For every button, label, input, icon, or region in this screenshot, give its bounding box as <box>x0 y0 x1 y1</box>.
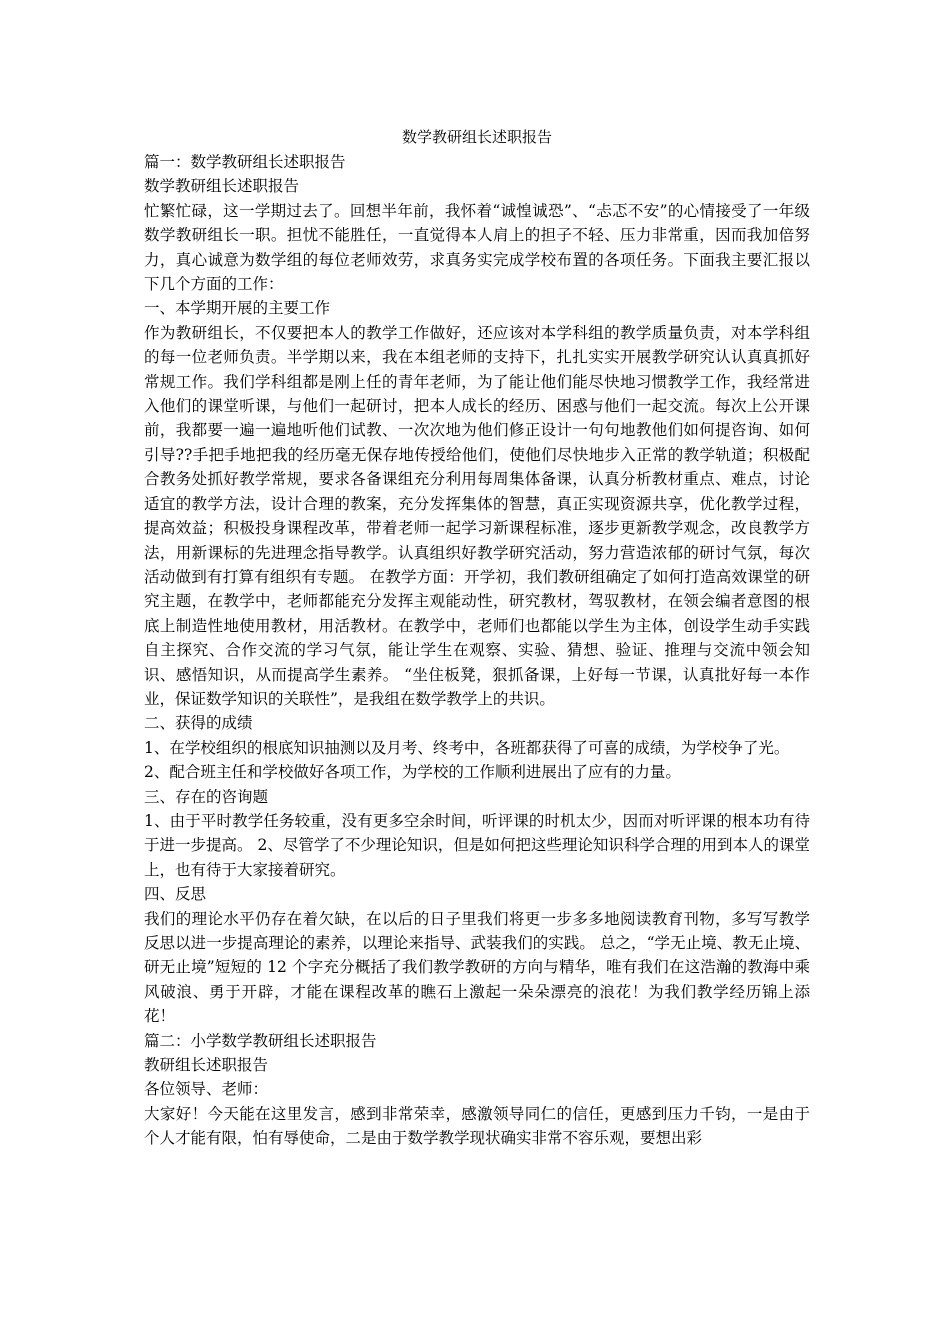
section2-heading: 二、获得的成绩 <box>144 714 253 733</box>
section4-heading: 四、反思 <box>144 885 207 904</box>
part1-subtitle: 数学教研组长述职报告 <box>144 177 300 196</box>
document-title: 数学教研组长述职报告 <box>401 128 552 146</box>
section2-item-2: 2、配合班主任和学校做好各项工作，为学校的工作顺利进展出了应有的力量。 <box>144 763 681 782</box>
section1-paragraph: 作为教研组长，不仅要把本人的教学工作做好，还应该对本学科组的教学质量负责，对本学科组的每一位老师负责。半学期以来，我在本组老师的支持下，扎扎实实开展教学研究认认真真抓好常规工作。我们学科组都是刚上任的青年老师，为了能让他们能尽快地习惯教学工作，我经常进入他们的课堂听课，与他们一起研讨，把本人成长的经历、困惑与他们一起交流。每次上公开课前，我都要一遍一遍地听他们试教、一次次地为他们修正设计一句句地教他们如何提咨询、如何引导??手把手地把我的经历毫无保存地传授给他们，使他们尽快地步入正常的教学轨道；积极配合教务处抓好教学常规，要求各备课组充分利用每周集体备课，认真分析教材重点、难点，讨论适宜的教学方法，设计合理的教案，充分发挥集体的智慧，真正实现资源共享，优化教学过程，提高效益；积极投身课程改革，带着老师一起学习新课程标准，逐步更新教学观念，改良教学方法，用新课标的先进理念指导教学。认真组织好教学研究活动，努力营造浓郁的研讨气氛，每次活动做到有打算有组织有专题。 在教学方面：开学初，我们教研组确定了如何打造高效课堂的研究主题，在教学中，老师都能充分发挥主观能动性，研究教材，驾驭教材，在领会编者意图的根底上制造性地使用教材，用活教材。在教学中，老师们也都能以学生为主体，创设学生动手实践自主探究、合作交流的学习气氛，能让学生在观察、实验、猜想、验证、推理与交流中领会知识、感悟知识，从而提高学生素养。 “坐住板凳，狠抓备课，上好每一节课，认真批好每一本作业，保证数学知识的关联性”，是我组在数学教学上的共识。 <box>144 323 810 708</box>
intro-paragraph: 忙繁忙碌，这一学期过去了。回想半年前，我怀着“诚惶诚恐”、“忐忑不安”的心情接受了一年级数学教研组长一职。担忧不能胜任，一直觉得本人肩上的担子不轻、压力非常重，因而我加倍努力，真心诚意为数学组的每位老师效劳，求真务实完成学校布置的各项任务。下面我主要汇报以下几个方面的工作： <box>144 201 810 294</box>
section1-heading: 一、本学期开展的主要工作 <box>144 299 331 318</box>
part2-paragraph: 大家好！今天能在这里发言，感到非常荣幸，感激领导同仁的信任，更感到压力千钧，一是由于个人才能有限，怕有辱使命，二是由于数学教学现状确实非常不容乐观，要想出彩 <box>144 1104 810 1148</box>
part2-heading: 篇二：小学数学教研组长述职报告 <box>144 1031 377 1050</box>
section3-heading: 三、存在的咨询题 <box>144 787 269 806</box>
part1-heading: 篇一：数学教研组长述职报告 <box>144 153 346 171</box>
part2-subtitle: 教研组长述职报告 <box>144 1056 269 1075</box>
section4-paragraph: 我们的理论水平仍存在着欠缺，在以后的日子里我们将更一步多多地阅读教育刊物，多写写教学反思以进一步提高理论的素养，以理论来指导、武装我们的实践。 总之，“学无止境、教无止境、研无止境”短短的 12 个字充分概括了我们教学教研的方向与精华，唯有我们在这浩瀚的教海中乘风破浪、勇于开辟，才能在课程改革的瞧石上激起一朵朵漂亮的浪花！为我们教学经历锦上添花！ <box>144 909 810 1026</box>
salutation: 各位领导、老师： <box>144 1080 269 1099</box>
section3-paragraph: 1、由于平时教学任务较重，没有更多空余时间，听评课的时机太少，因而对听评课的根本功有待于进一步提高。 2、尽管学了不少理论知识，但是如何把这些理论知识科学合理的用到本人的课堂上，也有待于大家接着研究。 <box>144 811 810 879</box>
section2-item-1: 1、在学校组织的根底知识抽测以及月考、终考中，各班都获得了可喜的成绩，为学校争了光。 <box>144 738 790 757</box>
